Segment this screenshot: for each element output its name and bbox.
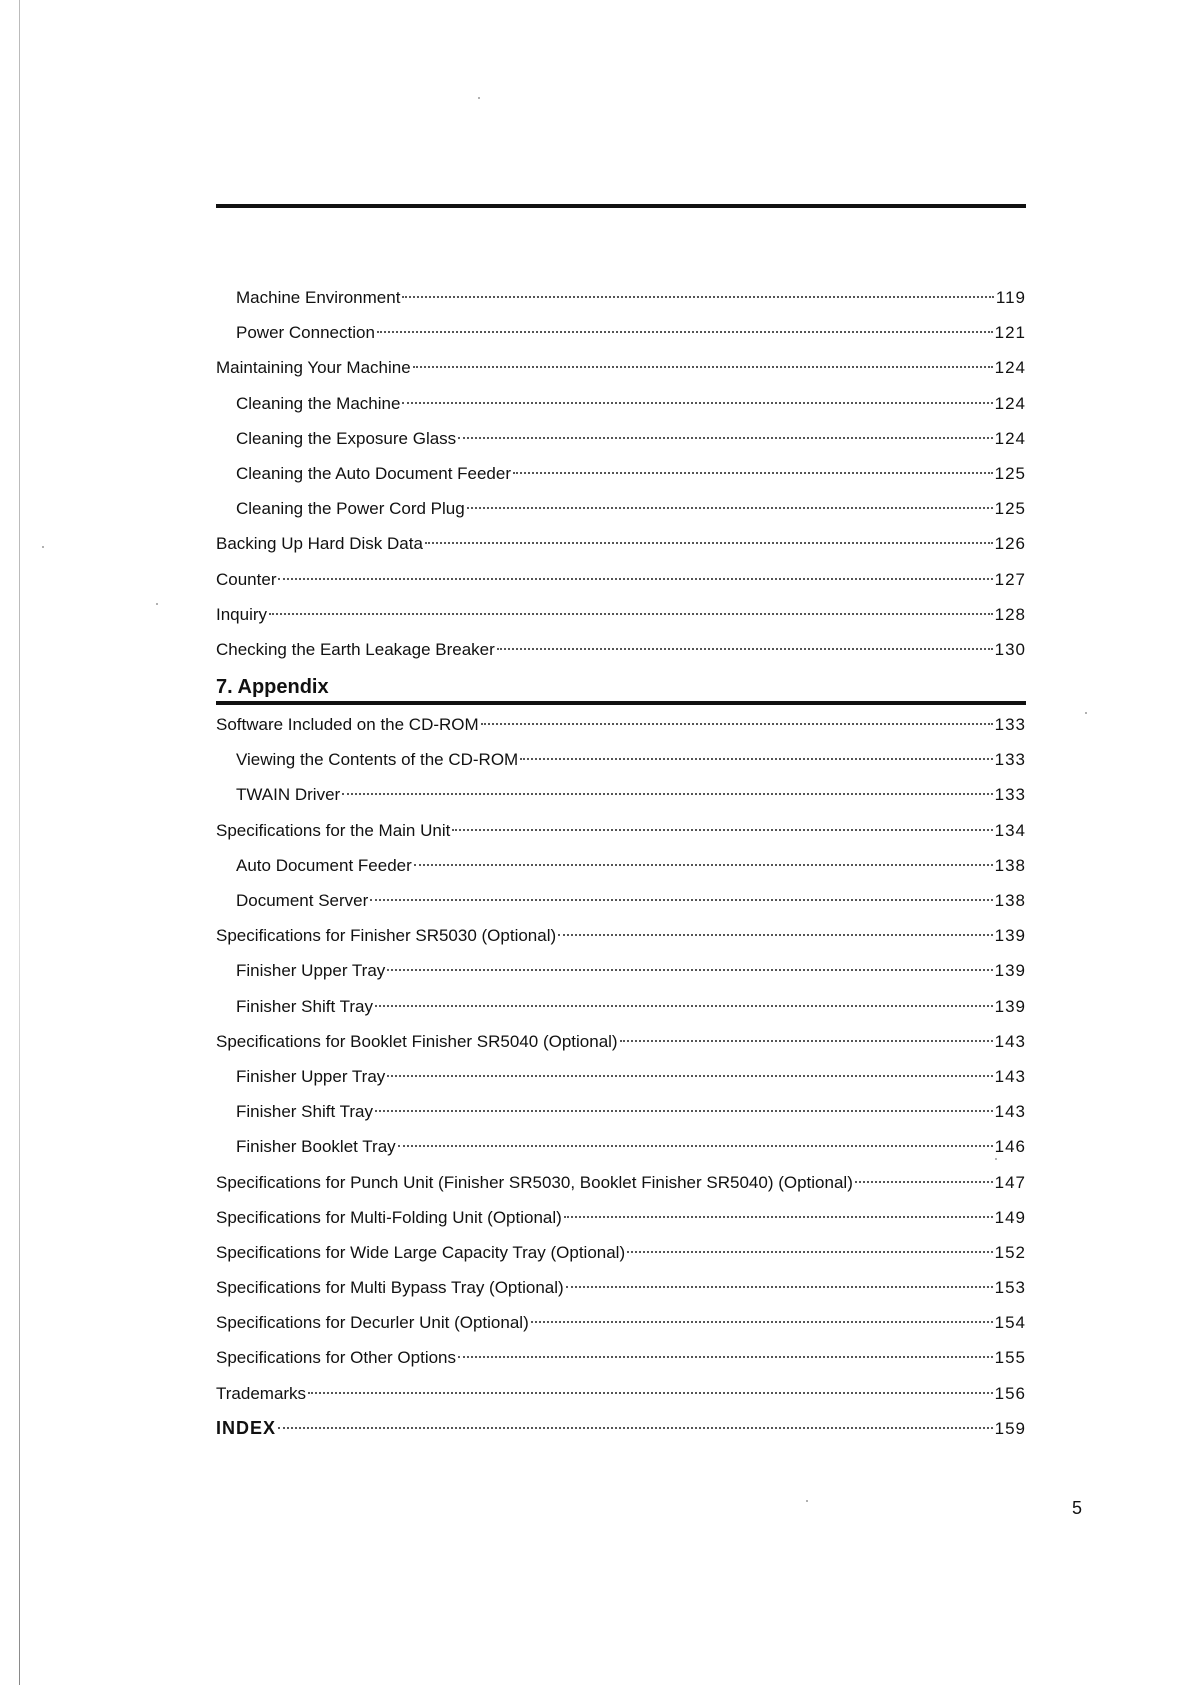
scan-speck bbox=[995, 1158, 997, 1160]
toc-entry[interactable] bbox=[216, 707, 1026, 742]
toc-entry-title: Specifications for Other Options bbox=[216, 1348, 457, 1368]
toc-entry[interactable] bbox=[216, 1200, 1026, 1235]
dot-leader bbox=[387, 969, 992, 971]
dot-leader bbox=[620, 1040, 993, 1042]
toc-entry-title: Specifications for Booklet Finisher SR5040 (Optional) bbox=[216, 1031, 618, 1051]
toc-entry-title: Specifications for Multi Bypass Tray (Optional) bbox=[216, 1278, 564, 1298]
dot-leader bbox=[342, 793, 992, 795]
toc-entry-page: 124 bbox=[994, 358, 1026, 378]
scan-speck bbox=[1085, 712, 1087, 714]
toc-entry[interactable] bbox=[216, 1340, 1026, 1375]
toc-entry-title: Inquiry bbox=[216, 604, 268, 624]
toc-entry-page: 152 bbox=[994, 1242, 1026, 1262]
toc-entry-page: 127 bbox=[994, 569, 1026, 589]
toc-entry-page: 139 bbox=[994, 926, 1026, 946]
dot-leader bbox=[566, 1286, 993, 1288]
toc-entry-page: 119 bbox=[995, 288, 1026, 307]
toc-entry-page: 121 bbox=[994, 323, 1026, 343]
toc-entry-title: Finisher Upper Tray bbox=[236, 1066, 386, 1086]
dot-leader bbox=[481, 723, 993, 725]
toc-entry-page: 139 bbox=[994, 996, 1026, 1016]
toc-entry-page: 159 bbox=[994, 1418, 1026, 1438]
toc-entry-page: 126 bbox=[994, 534, 1026, 554]
toc-entry-page: 133 bbox=[994, 750, 1026, 770]
toc-entry[interactable] bbox=[216, 526, 1026, 561]
toc-entry-page: 156 bbox=[994, 1383, 1026, 1403]
dot-leader bbox=[402, 296, 993, 298]
toc-entry-title: Power Connection bbox=[236, 323, 375, 343]
toc-entry-title: TWAIN Driver bbox=[236, 785, 341, 805]
toc-entry[interactable] bbox=[216, 953, 1026, 988]
toc-entry[interactable] bbox=[216, 632, 1026, 667]
toc-entry-title: Checking the Earth Leakage Breaker bbox=[216, 639, 495, 659]
toc-entry-title: Auto Document Feeder bbox=[236, 855, 412, 875]
toc-entry-title: Viewing the Contents of the CD-ROM bbox=[236, 750, 519, 770]
toc-entry-page: 154 bbox=[994, 1313, 1026, 1333]
dot-leader bbox=[513, 472, 993, 474]
toc-entry-title: Machine Environment bbox=[236, 288, 401, 307]
toc-entry[interactable] bbox=[216, 1024, 1026, 1059]
dot-leader bbox=[855, 1181, 993, 1183]
toc-entry[interactable] bbox=[216, 280, 1026, 315]
toc-entry-page: 143 bbox=[994, 1031, 1026, 1051]
dot-leader bbox=[452, 829, 992, 831]
dot-leader bbox=[398, 1145, 993, 1147]
dot-leader bbox=[467, 507, 993, 509]
toc-entry[interactable] bbox=[216, 315, 1026, 350]
dot-leader bbox=[520, 758, 992, 760]
header-rule bbox=[216, 204, 1026, 208]
toc-entry-page: 133 bbox=[994, 715, 1026, 735]
toc-entry[interactable] bbox=[216, 777, 1026, 812]
toc-entry-title: Software Included on the CD-ROM bbox=[216, 715, 479, 735]
dot-leader bbox=[402, 402, 992, 404]
toc-entry[interactable] bbox=[216, 989, 1026, 1024]
toc-entry[interactable] bbox=[216, 848, 1026, 883]
dot-leader bbox=[458, 437, 992, 439]
toc-entry-title: Specifications for Finisher SR5030 (Optional) bbox=[216, 926, 557, 946]
toc-entry[interactable] bbox=[216, 1305, 1026, 1340]
toc-entry[interactable] bbox=[216, 597, 1026, 632]
toc-entry-title: Cleaning the Machine bbox=[236, 393, 401, 413]
toc-entry-page: 124 bbox=[994, 393, 1026, 413]
toc-entry-page: 147 bbox=[994, 1172, 1026, 1192]
dot-leader bbox=[558, 934, 992, 936]
toc-entry-page: 143 bbox=[994, 1066, 1026, 1086]
dot-leader bbox=[375, 1110, 993, 1112]
scan-speck bbox=[478, 97, 480, 99]
table-of-contents bbox=[216, 280, 1026, 1446]
toc-entry-page: 133 bbox=[994, 785, 1026, 805]
toc-entry-title: Specifications for Decurler Unit (Optional) bbox=[216, 1313, 529, 1333]
toc-entry-title: Specifications for the Main Unit bbox=[216, 820, 451, 840]
toc-entry-page: 138 bbox=[994, 891, 1026, 910]
dot-leader bbox=[425, 542, 993, 544]
dot-leader bbox=[531, 1321, 993, 1323]
dot-leader bbox=[269, 613, 993, 615]
toc-entry[interactable] bbox=[216, 1059, 1026, 1094]
toc-section-after bbox=[216, 707, 1026, 1411]
toc-entry-page: 125 bbox=[994, 463, 1026, 483]
toc-entry-title: Document Server bbox=[236, 891, 369, 910]
toc-entry-page: 125 bbox=[994, 499, 1026, 519]
toc-entry[interactable] bbox=[216, 491, 1026, 526]
toc-entry-index[interactable] bbox=[216, 1411, 1026, 1446]
toc-entry-title: Finisher Shift Tray bbox=[236, 996, 373, 1016]
toc-entry-title: Specifications for Multi-Folding Unit (Optional) bbox=[216, 1207, 562, 1227]
dot-leader bbox=[308, 1392, 993, 1394]
toc-entry-title: Maintaining Your Machine bbox=[216, 358, 411, 378]
chapter-heading bbox=[216, 667, 1026, 705]
dot-leader bbox=[414, 864, 993, 866]
dot-leader bbox=[387, 1075, 992, 1077]
toc-entry[interactable] bbox=[216, 1270, 1026, 1305]
dot-leader bbox=[370, 899, 992, 901]
toc-entry-title: Backing Up Hard Disk Data bbox=[216, 534, 423, 554]
toc-entry[interactable] bbox=[216, 456, 1026, 491]
dot-leader bbox=[564, 1216, 993, 1218]
scan-margin-line bbox=[19, 0, 20, 1685]
scan-speck bbox=[42, 546, 44, 548]
toc-entry-page: 153 bbox=[994, 1278, 1026, 1298]
scan-speck bbox=[806, 1500, 808, 1502]
dot-leader bbox=[458, 1356, 993, 1358]
toc-entry[interactable] bbox=[216, 421, 1026, 456]
toc-entry-title: Finisher Booklet Tray bbox=[236, 1137, 396, 1157]
toc-entry-page: 138 bbox=[994, 855, 1026, 875]
toc-entry[interactable] bbox=[216, 1094, 1026, 1129]
toc-entry-page: 130 bbox=[994, 639, 1026, 659]
dot-leader bbox=[375, 1005, 993, 1007]
toc-entry-title: INDEX bbox=[216, 1417, 277, 1438]
toc-entry-title: Trademarks bbox=[216, 1383, 307, 1403]
toc-entry-title: Counter bbox=[216, 569, 277, 589]
toc-entry-page: 134 bbox=[994, 820, 1026, 840]
toc-entry-title: Specifications for Punch Unit (Finisher SR5030, Booklet Finisher SR5040) (Optional) bbox=[216, 1172, 853, 1192]
toc-entry-page: 143 bbox=[994, 1102, 1026, 1122]
dot-leader bbox=[627, 1251, 993, 1253]
toc-entry[interactable] bbox=[216, 742, 1026, 777]
toc-entry[interactable] bbox=[216, 883, 1026, 918]
chapter-title: 7. Appendix bbox=[216, 676, 329, 699]
toc-entry-title: Cleaning the Exposure Glass bbox=[236, 428, 457, 448]
scan-speck bbox=[156, 603, 158, 605]
toc-entry-page: 124 bbox=[994, 428, 1026, 448]
toc-entry-title: Finisher Shift Tray bbox=[236, 1102, 373, 1122]
dot-leader bbox=[278, 578, 992, 580]
toc-entry[interactable] bbox=[216, 386, 1026, 421]
toc-entry-title: Cleaning the Auto Document Feeder bbox=[236, 463, 512, 483]
toc-entry[interactable] bbox=[216, 1376, 1026, 1411]
toc-entry-page: 149 bbox=[994, 1207, 1026, 1227]
dot-leader bbox=[377, 331, 993, 333]
dot-leader bbox=[278, 1427, 993, 1429]
toc-entry[interactable] bbox=[216, 1235, 1026, 1270]
toc-entry[interactable] bbox=[216, 562, 1026, 597]
toc-entry-title: Specifications for Wide Large Capacity Tray (Optional) bbox=[216, 1242, 626, 1262]
dot-leader bbox=[413, 366, 993, 368]
toc-entry[interactable] bbox=[216, 1165, 1026, 1200]
toc-section-before bbox=[216, 280, 1026, 667]
toc-entry[interactable] bbox=[216, 918, 1026, 953]
toc-entry-page: 128 bbox=[994, 604, 1026, 624]
toc-entry-page: 155 bbox=[994, 1348, 1026, 1368]
toc-entry[interactable] bbox=[216, 1129, 1026, 1164]
toc-entry[interactable] bbox=[216, 813, 1026, 848]
toc-entry[interactable] bbox=[216, 350, 1026, 385]
dot-leader bbox=[497, 648, 993, 650]
toc-entry-page: 146 bbox=[994, 1137, 1026, 1157]
toc-entry-title: Cleaning the Power Cord Plug bbox=[236, 499, 465, 519]
toc-entry-title: Finisher Upper Tray bbox=[236, 961, 386, 981]
page-number: 5 bbox=[1072, 1498, 1083, 1518]
toc-entry-page: 139 bbox=[994, 961, 1026, 981]
